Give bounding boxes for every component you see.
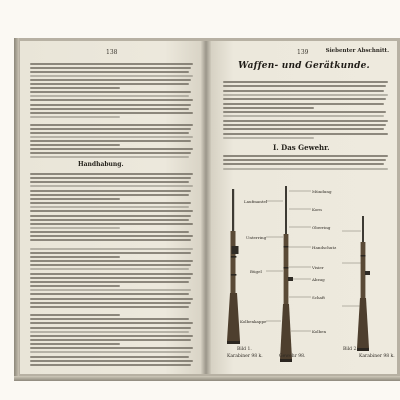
text-line [30,124,193,126]
text-line [30,351,191,353]
label-handschutz: Handschutz [312,245,337,250]
label-schaft: Schaft [312,295,326,300]
text-line [30,112,193,114]
text-line [30,281,189,283]
text-line [30,335,193,337]
text-line [30,87,120,89]
label-buegel: Bügel [250,269,262,274]
left-page-number: 138 [106,49,118,56]
text-line [30,181,189,183]
text-line [30,132,189,134]
text-line [30,343,120,345]
caption-right-fig: Bild 2. [343,347,358,352]
right-page [211,41,397,374]
label-unterring: Unterring [246,235,267,240]
text-line [30,95,189,97]
text-line [30,215,191,217]
text-line [30,273,193,275]
text-line [30,268,189,270]
text-line [30,219,189,221]
text-line [30,83,189,85]
right-page-header: Siebenter Abschnitt. [325,48,389,54]
text-line [30,293,189,295]
label-laufmantel: Laufmantel [244,199,268,204]
figure-leader-lines [266,191,361,331]
right-page-number: 139 [297,49,309,56]
text-line [30,116,120,118]
text-line [30,173,193,175]
text-line [30,128,191,130]
left-section-heading: Handhabung. [78,161,124,168]
book-left-edge [14,38,19,381]
book-gutter [201,41,211,374]
text-line [30,210,193,212]
text-line [30,185,193,187]
rifle-right-illustration [357,216,370,351]
text-line [30,285,120,287]
text-line [30,339,191,341]
text-line [30,136,193,138]
text-line [30,194,189,196]
text-line [30,306,189,308]
text-line [30,314,120,316]
text-line [30,202,191,204]
text-line [30,156,189,158]
text-line [30,327,191,329]
text-line [30,347,193,349]
label-visier: Visier [312,265,324,270]
text-line [30,256,120,258]
label-korn: Korn [312,207,322,212]
caption-left-name: Karabiner 98 k. [227,354,263,359]
text-line [30,227,120,229]
text-line [30,75,193,77]
label-muendung: Mündung [312,189,332,194]
text-line [30,190,191,192]
rifle-left-illustration [227,189,240,344]
text-line [30,206,189,208]
book-bottom-edge [14,376,400,381]
text-line [30,91,191,93]
text-line [30,63,193,65]
text-line [30,239,191,241]
rifle-middle-illustration [280,186,293,362]
text-line [30,322,193,324]
text-line [30,140,191,142]
text-line [30,298,193,300]
text-line [30,235,193,237]
label-abzug: Abzug [312,277,325,282]
text-line [30,331,189,333]
caption-middle-name: Gewehr 98. [279,354,306,359]
text-line [30,277,191,279]
text-line [30,302,191,304]
text-line [30,223,193,225]
label-kolben: Kolben [312,329,327,334]
text-line [30,252,191,254]
text-line [30,79,191,81]
section-title: I. Das Gewehr. [273,143,330,152]
label-kolbenkappe: Kolbenkappe [240,319,267,324]
text-line [30,356,189,358]
text-line [30,198,120,200]
text-line [30,71,189,73]
text-line [30,177,191,179]
text-line [30,318,189,320]
text-line [30,144,120,146]
text-line [30,248,193,250]
label-oberring: Oberring [312,225,331,230]
text-line [30,260,193,262]
text-line [30,364,191,366]
text-line [30,360,193,362]
text-line [30,99,193,101]
caption-right-name: Karabiner 98 k. [359,354,395,359]
text-line [30,231,189,233]
rifle-figure [211,41,397,374]
text-line [30,148,193,150]
text-line [30,152,191,154]
text-line [30,67,191,69]
text-line [30,104,191,106]
chapter-title: Waffen- und Gerätkunde. [238,61,370,71]
left-page [20,41,201,374]
caption-left-fig: Bild 1. [237,347,252,352]
text-line [30,108,189,110]
text-line [30,289,191,291]
text-line [30,264,191,266]
